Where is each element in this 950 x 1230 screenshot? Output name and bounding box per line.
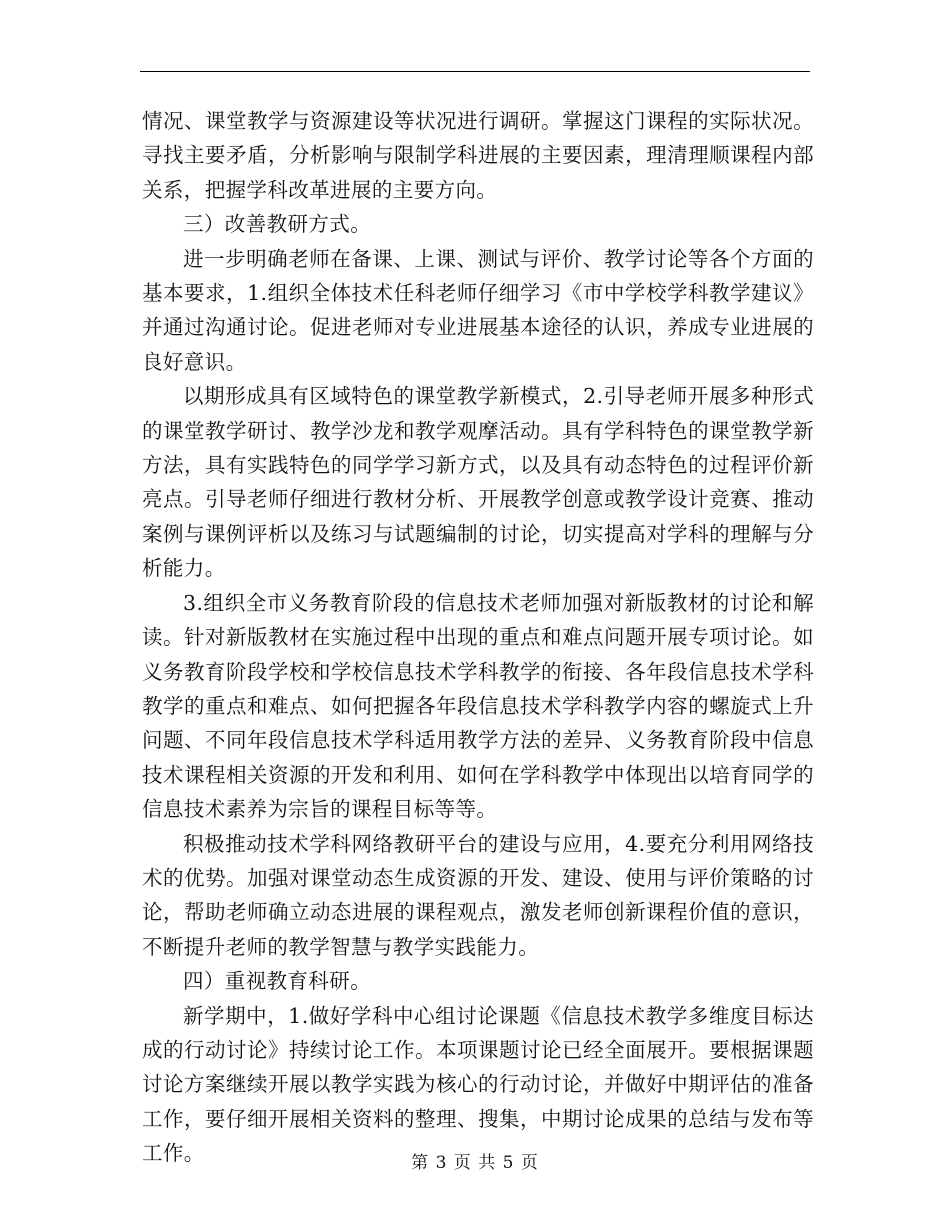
body-text (142, 104, 814, 1171)
paragraph-continuation: 情况、课堂教学与资源建设等状况进行调研。掌握这门课程的实际状况。寻找主要矛盾，分析影响与限制学科进展的主要因素，理清理顺课程内部关系，把握学科改革进展的主要方向。 (142, 109, 814, 202)
paragraph-item-3: 3.组织全市义务教育阶段的信息技术老师加强对新版教材的讨论和解读。针对新版教材在实施过程中出现的重点和难点问题开展专项讨论。如义务教育阶段学校和学校信息技术学科教学的衔接、各年段信息技术学科教学的重点和难点、如何把握各年段信息技术学科教学内容的螺旋式上升问题、不同年段信息技术学科适用教学方法的差异、义务教育阶段中信息技术课程相关资源的开发和利用、如何在学科教学中体现出以培育同学的信息技术素养为宗旨的课程目标等等。 (142, 590, 814, 822)
paragraph-item-4: 积极推动技术学科网络教研平台的建设与应用，4.要充分利用网络技术的优势。加强对课堂动态生成资源的开发、建设、使用与评价策略的讨论，帮助老师确立动态进展的课程观点，激发老师创新课程价值的意识，不断提升老师的教学智慧与教学实践能力。 (142, 831, 814, 959)
page-footer: 第 3 页 共 5 页 (411, 1153, 539, 1173)
paragraph-item-1: 进一步明确老师在备课、上课、测试与评价、教学讨论等各个方面的基本要求，1.组织全体技术任科老师仔细学习《市中学校学科教学建议》并通过沟通讨论。促进老师对专业进展基本途径的认识，养成专业进展的良好意识。 (142, 246, 814, 374)
paragraph-item-2: 以期形成具有区域特色的课堂教学新模式，2.引导老师开展多种形式的课堂教学研讨、教学沙龙和教学观摩活动。具有学科特色的课堂教学新方法，具有实践特色的同学学习新方式，以及具有动态特色的过程评价新亮点。引导老师仔细进行教材分析、开展教学创意或教学设计竞赛、推动案例与课例评析以及练习与试题编制的讨论，切实提高对学科的理解与分析能力。 (142, 384, 814, 581)
header-rule (140, 71, 810, 72)
paragraph-research-1: 新学期中，1.做好学科中心组讨论课题《信息技术教学多维度目标达成的行动讨论》持续讨论工作。本项课题讨论已经全面展开。要根据课题讨论方案继续开展以教学实践为核心的行动讨论，并做好中期评估的准备工作，要仔细开展相关资料的整理、搜集，中期讨论成果的总结与发布等工作。 (142, 1003, 814, 1166)
section-heading-improve-research: 三）改善教研方式。 (183, 212, 372, 237)
section-heading-research: 四）重视教育科研。 (183, 969, 372, 994)
